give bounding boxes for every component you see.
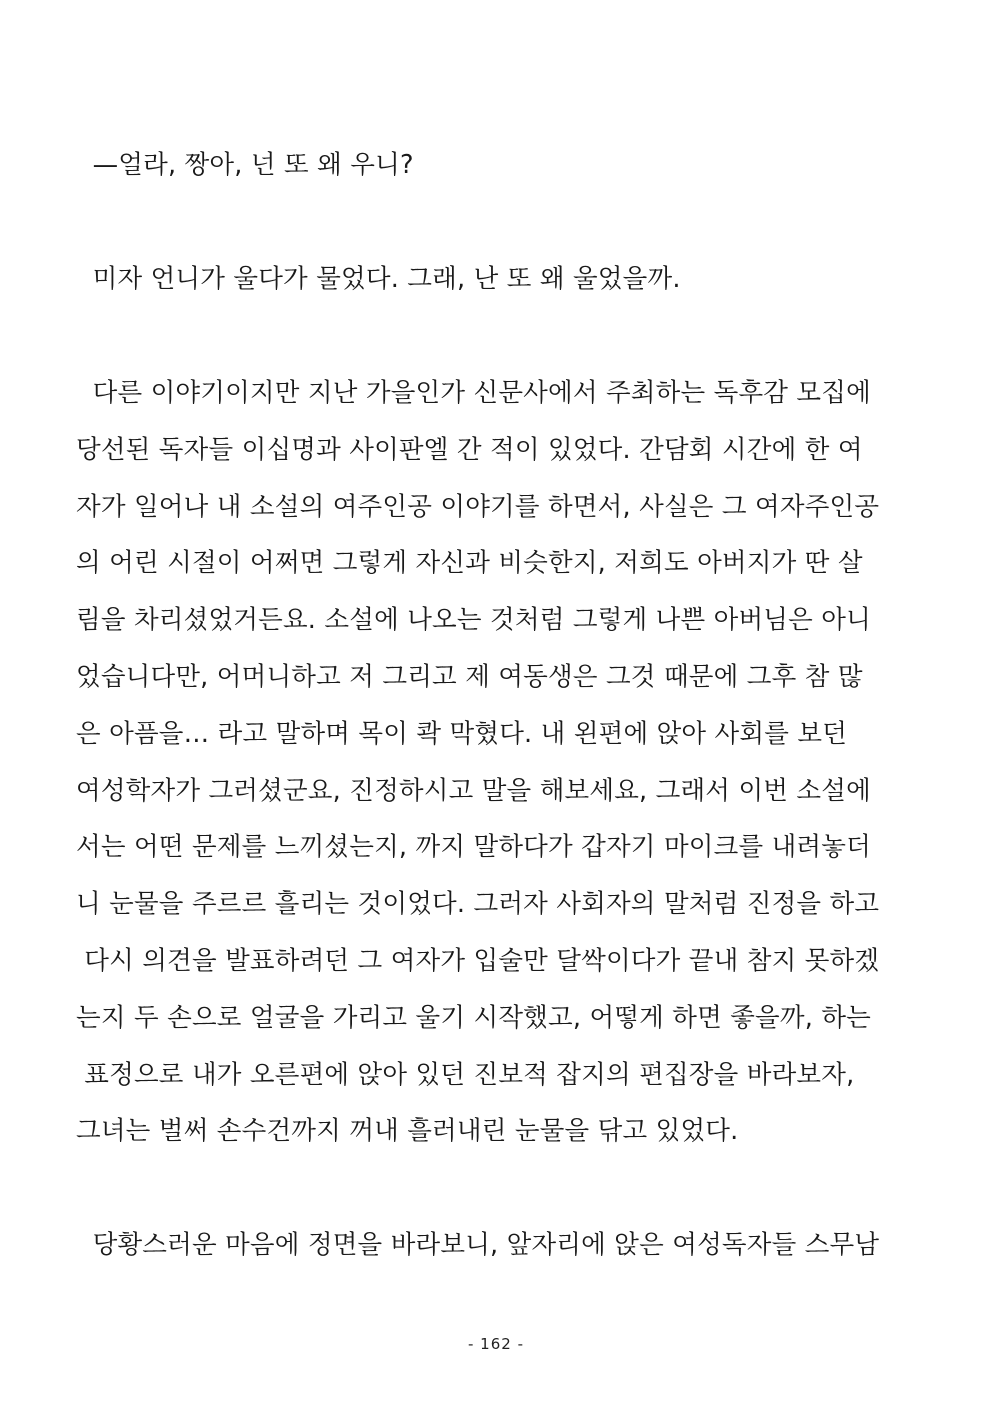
text-line: 다른 이야기이지만 지난 가을인가 신문사에서 주최하는 독후감 모집에 <box>76 378 871 408</box>
text-line: 여성학자가 그러셨군요, 진정하시고 말을 해보세요, 그래서 이번 소설에 <box>76 776 871 806</box>
text-line: 미자 언니가 울다가 물었다. 그래, 난 또 왜 울었을까. <box>76 264 681 294</box>
text-line: —얼라, 짱아, 넌 또 왜 우니? <box>76 150 414 180</box>
text-line: 의 어린 시절이 어쩌면 그렇게 자신과 비슷한지, 저희도 아버지가 딴 살 <box>76 548 863 578</box>
text-line: 당선된 독자들 이십명과 사이판엘 간 적이 있었다. 간담회 시간에 한 여 <box>76 435 863 465</box>
text-line: 었습니다만, 어머니하고 저 그리고 제 여동생은 그것 때문에 그후 참 많 <box>76 662 863 692</box>
text-line: 니 눈물을 주르르 흘리는 것이었다. 그러자 사회자의 말처럼 진정을 하고 <box>76 889 880 919</box>
text-line: 그녀는 벌써 손수건까지 꺼내 흘러내린 눈물을 닦고 있었다. <box>76 1116 739 1146</box>
text-line: 림을 차리셨었거든요. 소설에 나오는 것처럼 그렇게 나쁜 아버님은 아니 <box>76 605 871 635</box>
text-line: 서는 어떤 문제를 느끼셨는지, 까지 말하다가 갑자기 마이크를 내려놓더 <box>76 832 871 862</box>
text-line: 당황스러운 마음에 정면을 바라보니, 앞자리에 앉은 여성독자들 스무남 <box>76 1230 880 1260</box>
text-line: 자가 일어나 내 소설의 여주인공 이야기를 하면서, 사실은 그 여자주인공 <box>76 492 880 522</box>
text-line: 는지 두 손으로 얼굴을 가리고 울기 시작했고, 어떻게 하면 좋을까, 하는 <box>76 1003 871 1033</box>
text-line: 다시 의견을 발표하려던 그 여자가 입술만 달싹이다가 끝내 참지 못하겠 <box>76 946 880 976</box>
page-number: - 162 - <box>468 1335 524 1353</box>
text-line: 표정으로 내가 오른편에 앉아 있던 진보적 잡지의 편집장을 바라보자, <box>76 1060 855 1090</box>
text-line: 은 아픔을… 라고 말하며 목이 콱 막혔다. 내 왼편에 앉아 사회를 보던 <box>76 719 848 749</box>
